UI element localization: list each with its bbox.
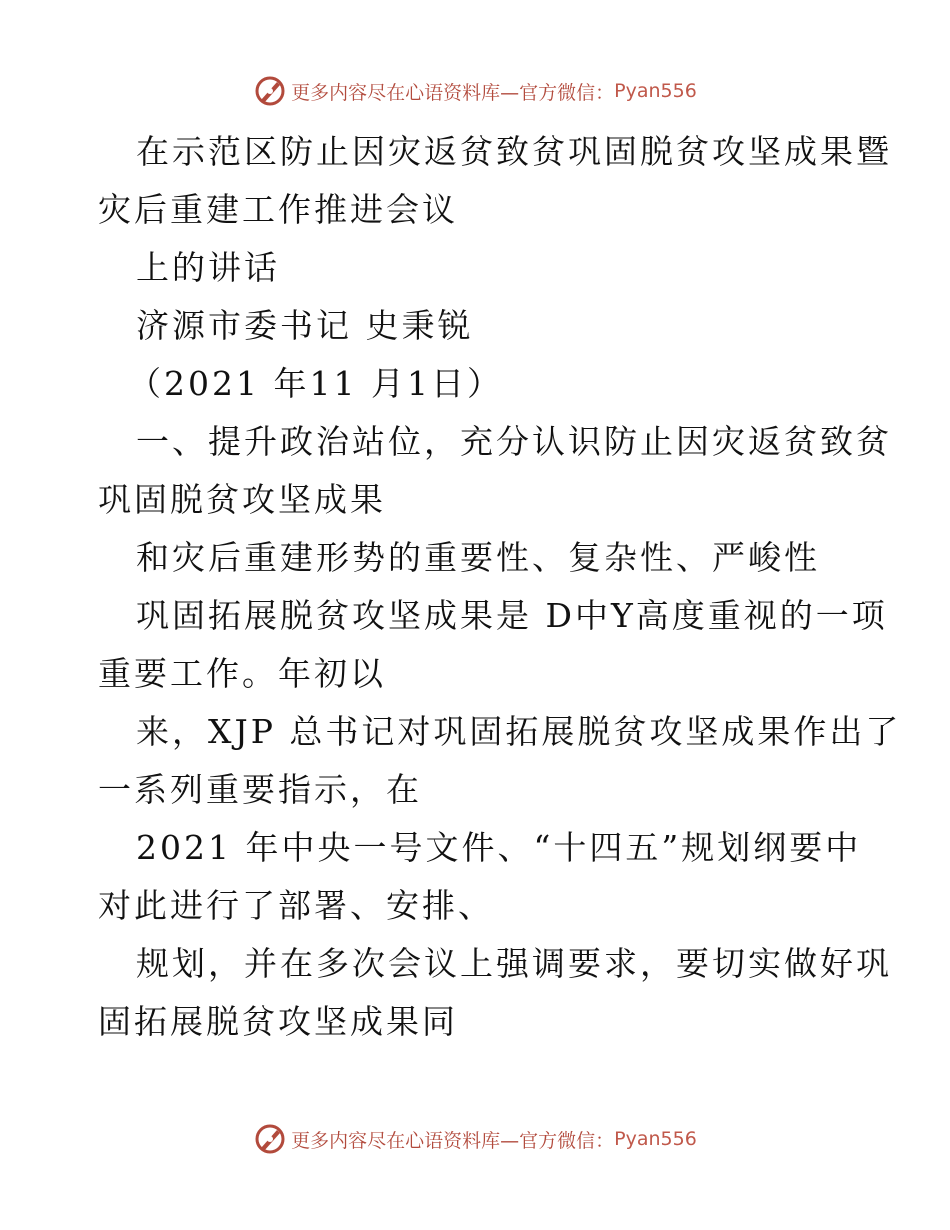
paragraph-line: 巩固拓展脱贫攻坚成果是 D中Y高度重视的一项 [136,596,888,635]
date-line: （2021 年11 月1日） [128,364,503,403]
footer-watermark-banner [0,1119,950,1159]
banner-handle: Pyan556 [614,1128,697,1150]
paragraph-line: 对此进行了部署、安排、 [98,886,494,925]
paragraph-line: 固拓展脱贫攻坚成果同 [98,1002,458,1041]
section-heading-line-3: 和灾后重建形势的重要性、复杂性、严峻性 [136,538,820,577]
title-line-1: 在示范区防止因灾返贫致贫巩固脱贫攻坚成果暨 [136,132,892,171]
section-heading-line-2: 巩固脱贫攻坚成果 [98,480,386,519]
banner-text: 更多内容尽在心语资料库—官方微信： [291,81,615,104]
paragraph-line: 一系列重要指示，在 [98,770,422,809]
paragraph-line: 规划，并在多次会议上强调要求，要切实做好巩 [136,944,892,983]
pen-logo-icon [253,74,287,108]
banner-handle: Pyan556 [614,80,697,102]
paragraph-line: 重要工作。年初以 [98,654,386,693]
document-body [98,123,902,1051]
title-line-3: 上的讲话 [136,248,280,287]
title-line-2: 灾后重建工作推进会议 [98,190,458,229]
author-line: 济源市委书记 史秉锐 [136,306,474,345]
pen-logo-icon [253,1122,287,1156]
paragraph-line: 来，XJP 总书记对巩固拓展脱贫攻坚成果作出了 [136,712,902,751]
paragraph-line: 2021 年中央一号文件、“十四五”规划纲要中 [136,828,862,867]
banner-text: 更多内容尽在心语资料库—官方微信： [291,1129,615,1152]
section-heading-line-1: 一、提升政治站位，充分认识防止因灾返贫致贫 [136,422,892,461]
header-watermark-banner [0,71,950,111]
